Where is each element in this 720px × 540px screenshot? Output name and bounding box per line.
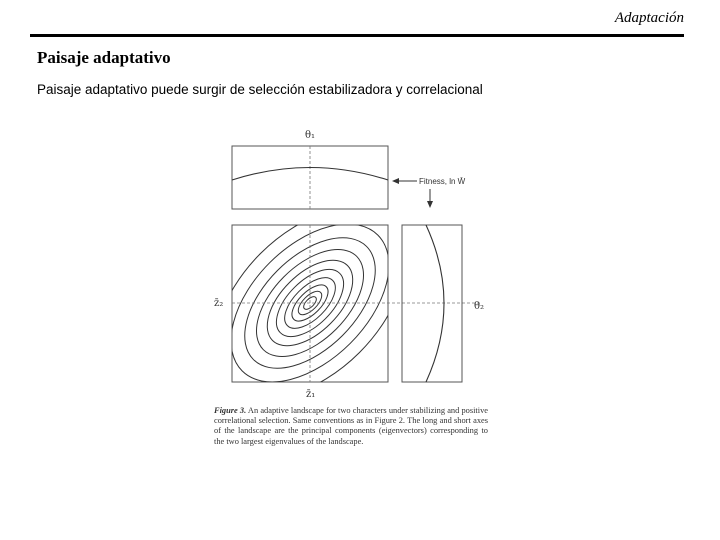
contour-panel bbox=[232, 225, 388, 382]
contour-ellipse bbox=[212, 173, 440, 405]
contour-ellipses bbox=[212, 173, 440, 405]
figure-caption bbox=[214, 406, 488, 447]
fitness-label: Fitness, ln W̄ bbox=[419, 177, 466, 186]
caption-label: Figure 3. bbox=[214, 406, 247, 415]
adaptive-landscape-figure bbox=[212, 125, 502, 470]
theta1-label: θ₁ bbox=[305, 130, 316, 141]
contour-ellipse bbox=[212, 195, 418, 405]
slide-body-text: Paisaje adaptativo puede surgir de selección estabilizadora y correlacional bbox=[37, 82, 483, 97]
figure-diagram bbox=[212, 125, 502, 405]
caption-text: An adaptive landscape for two characters under stabilizing and positive correlational selection. Same conventions as in Figure 2. The long and short axes of the landscape are the principal components (eigenvectors) corresponding to the two largest eigenvalues of the landscape. bbox=[214, 406, 488, 446]
fitness-arrow-head bbox=[392, 178, 399, 184]
header-divider bbox=[30, 34, 684, 37]
right-fitness-panel bbox=[402, 225, 462, 382]
z1-label: z̄₁ bbox=[306, 389, 316, 400]
z2-label: z̄₂ bbox=[214, 298, 224, 309]
slide-title: Paisaje adaptativo bbox=[37, 48, 171, 67]
right-fitness-curve bbox=[426, 225, 444, 382]
theta2-label: θ₂ bbox=[474, 301, 485, 312]
header-title: Adaptación bbox=[614, 10, 684, 26]
fitness-down-arrow-head bbox=[427, 201, 433, 208]
